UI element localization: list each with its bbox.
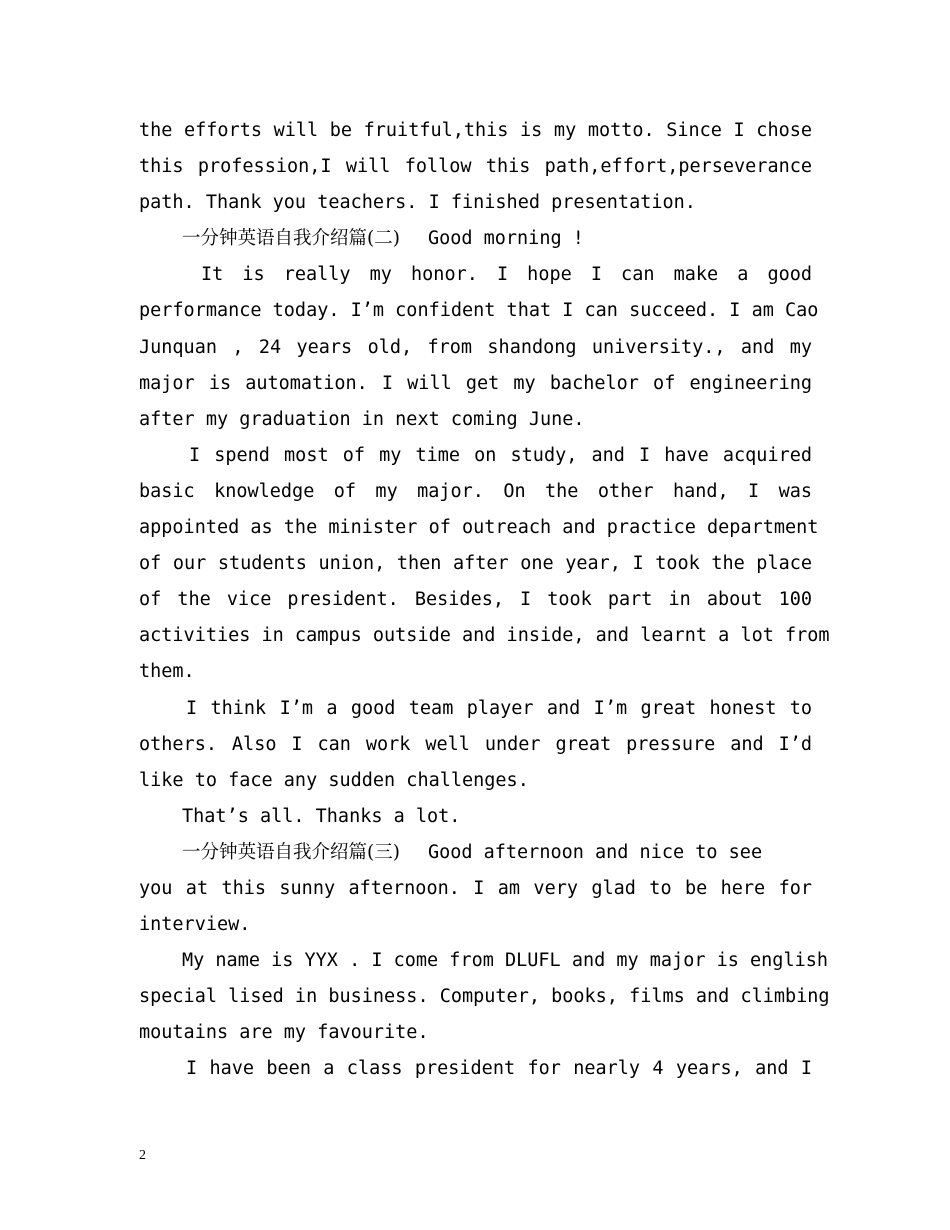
text-line: like to face any sudden challenges.: [139, 769, 529, 791]
text-line: this profession,I will follow this path,effort,perseverance: [139, 156, 812, 178]
section-heading: [139, 221, 812, 257]
text-line: others. Also I can work well under great pressure and I’d: [139, 733, 812, 755]
text-line: moutains are my favourite.: [139, 1022, 429, 1044]
text-line: performance today. I’m confident that I can succeed. I am Cao: [139, 300, 819, 322]
text-line: basic knowledge of my major. On the other hand, I was: [139, 480, 812, 502]
text-line: interview.: [139, 914, 251, 936]
text-line: major is automation. I will get my bachelor of engineering: [139, 372, 812, 394]
text-line: the efforts will be fruitful,this is my motto. Since I chose: [139, 120, 812, 141]
text-line: appointed as the minister of outreach and practice department: [139, 517, 819, 539]
text-line: of the vice president. Besides, I took part in about 100: [139, 589, 812, 611]
text-line: Junquan , 24 years old, from shandong university., and my: [139, 336, 812, 358]
section-heading-title: 一分钟英语自我介绍篇(三): [182, 841, 400, 863]
text-line: activities in campus outside and inside, and learnt a lot from: [139, 625, 830, 647]
text-line: My name is YYX . I come from DLUFL and my major is english: [182, 950, 829, 972]
text-line: That’s all. Thanks a lot.: [182, 805, 461, 827]
text-line: of our students union, then after one year, I took the place: [139, 553, 812, 575]
body-text: [139, 113, 830, 1088]
text-line: I think I’m a good team player and I’m great honest to: [186, 697, 812, 719]
text-line: I have been a class president for nearly 4 years, and I: [186, 1058, 812, 1080]
section-heading-title: 一分钟英语自我介绍篇(二): [182, 228, 400, 250]
text-line: after my graduation in next coming June.: [139, 408, 585, 430]
text-line: them.: [139, 661, 195, 683]
page-number: 2: [139, 1148, 146, 1163]
text-line: special lised in business. Computer, books, films and climbing: [139, 986, 830, 1008]
text-line: I spend most of my time on study, and I have acquired: [189, 444, 812, 466]
text-line: It is really my honor. I hope I can make a good: [201, 264, 812, 286]
section-heading-text: Good morning !: [427, 228, 584, 250]
section-heading: [139, 835, 812, 871]
text-line: you at this sunny afternoon. I am very glad to be here for: [139, 877, 812, 899]
section-heading-text: Good afternoon and nice to see: [427, 841, 763, 863]
text-line: path. Thank you teachers. I finished presentation.: [139, 192, 696, 214]
